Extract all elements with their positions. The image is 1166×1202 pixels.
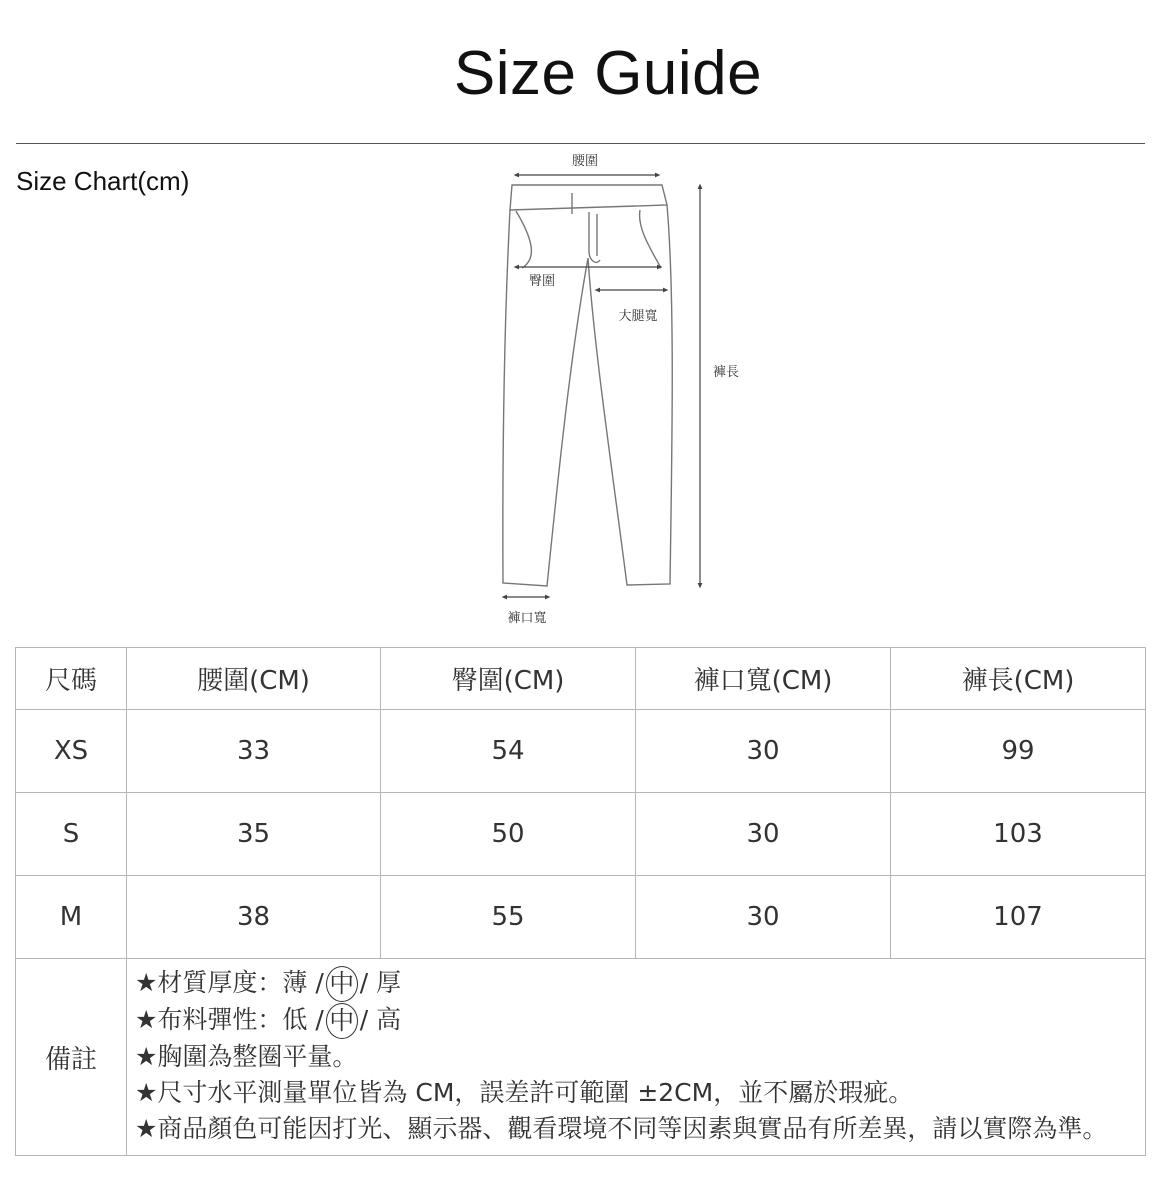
cell-hip: 55 [381,876,636,959]
table-row [16,793,1146,876]
header-waist: 腰圍(CM) [127,648,381,710]
note-color: ★商品顏色可能因打光、顯示器、觀看環境不同等因素與實品有所差異，請以實際為準。 [135,1114,1108,1143]
title-divider [16,143,1145,144]
thigh-label: 大腿寬 [618,309,658,324]
hem-label: 褲口寬 [507,611,547,626]
notes-content [127,959,1146,1156]
cell-size: XS [16,710,127,793]
cell-hem: 30 [636,793,891,876]
notes-row [16,959,1146,1156]
pants-measurement-diagram [480,148,760,633]
hip-label: 臀圍 [528,274,556,289]
note-thickness [135,965,1135,1002]
cell-length: 107 [891,876,1146,959]
notes-label: 備註 [16,959,127,1156]
header-length: 褲長(CM) [891,648,1146,710]
cell-hem: 30 [636,710,891,793]
header-size: 尺碼 [16,648,127,710]
cell-length: 99 [891,710,1146,793]
page-title: Size Guide [453,39,763,108]
cell-waist: 33 [127,710,381,793]
header-hip: 臀圍(CM) [381,648,636,710]
cell-waist: 38 [127,876,381,959]
selected-thickness-marker: 中 [326,966,358,1002]
cell-length: 103 [891,793,1146,876]
table-row [16,876,1146,959]
note-thickness-suffix: / 厚 [359,968,402,997]
size-table [15,647,1146,1156]
cell-size: M [16,876,127,959]
table-row [16,710,1146,793]
size-chart-heading: Size Chart(cm) [16,166,190,196]
cell-size: S [16,793,127,876]
selected-stretch-marker: 中 [326,1003,358,1039]
waist-label: 腰圍 [571,154,599,169]
cell-hip: 54 [381,710,636,793]
cell-hip: 50 [381,793,636,876]
cell-waist: 35 [127,793,381,876]
note-thickness-prefix: ★材質厚度：薄 / [135,968,324,997]
note-tolerance: ★尺寸水平測量單位皆為 CM，誤差許可範圍 ±2CM，並不屬於瑕疵。 [135,1078,914,1107]
cell-hem: 30 [636,876,891,959]
header-hem: 褲口寬(CM) [636,648,891,710]
note-chest: ★胸圍為整圈平量。 [135,1042,358,1071]
note-stretch-suffix: / 高 [359,1005,402,1034]
length-label: 褲長 [712,365,740,380]
note-stretch [135,1002,1135,1039]
table-header-row [16,648,1146,710]
note-stretch-prefix: ★布料彈性：低 / [135,1005,324,1034]
